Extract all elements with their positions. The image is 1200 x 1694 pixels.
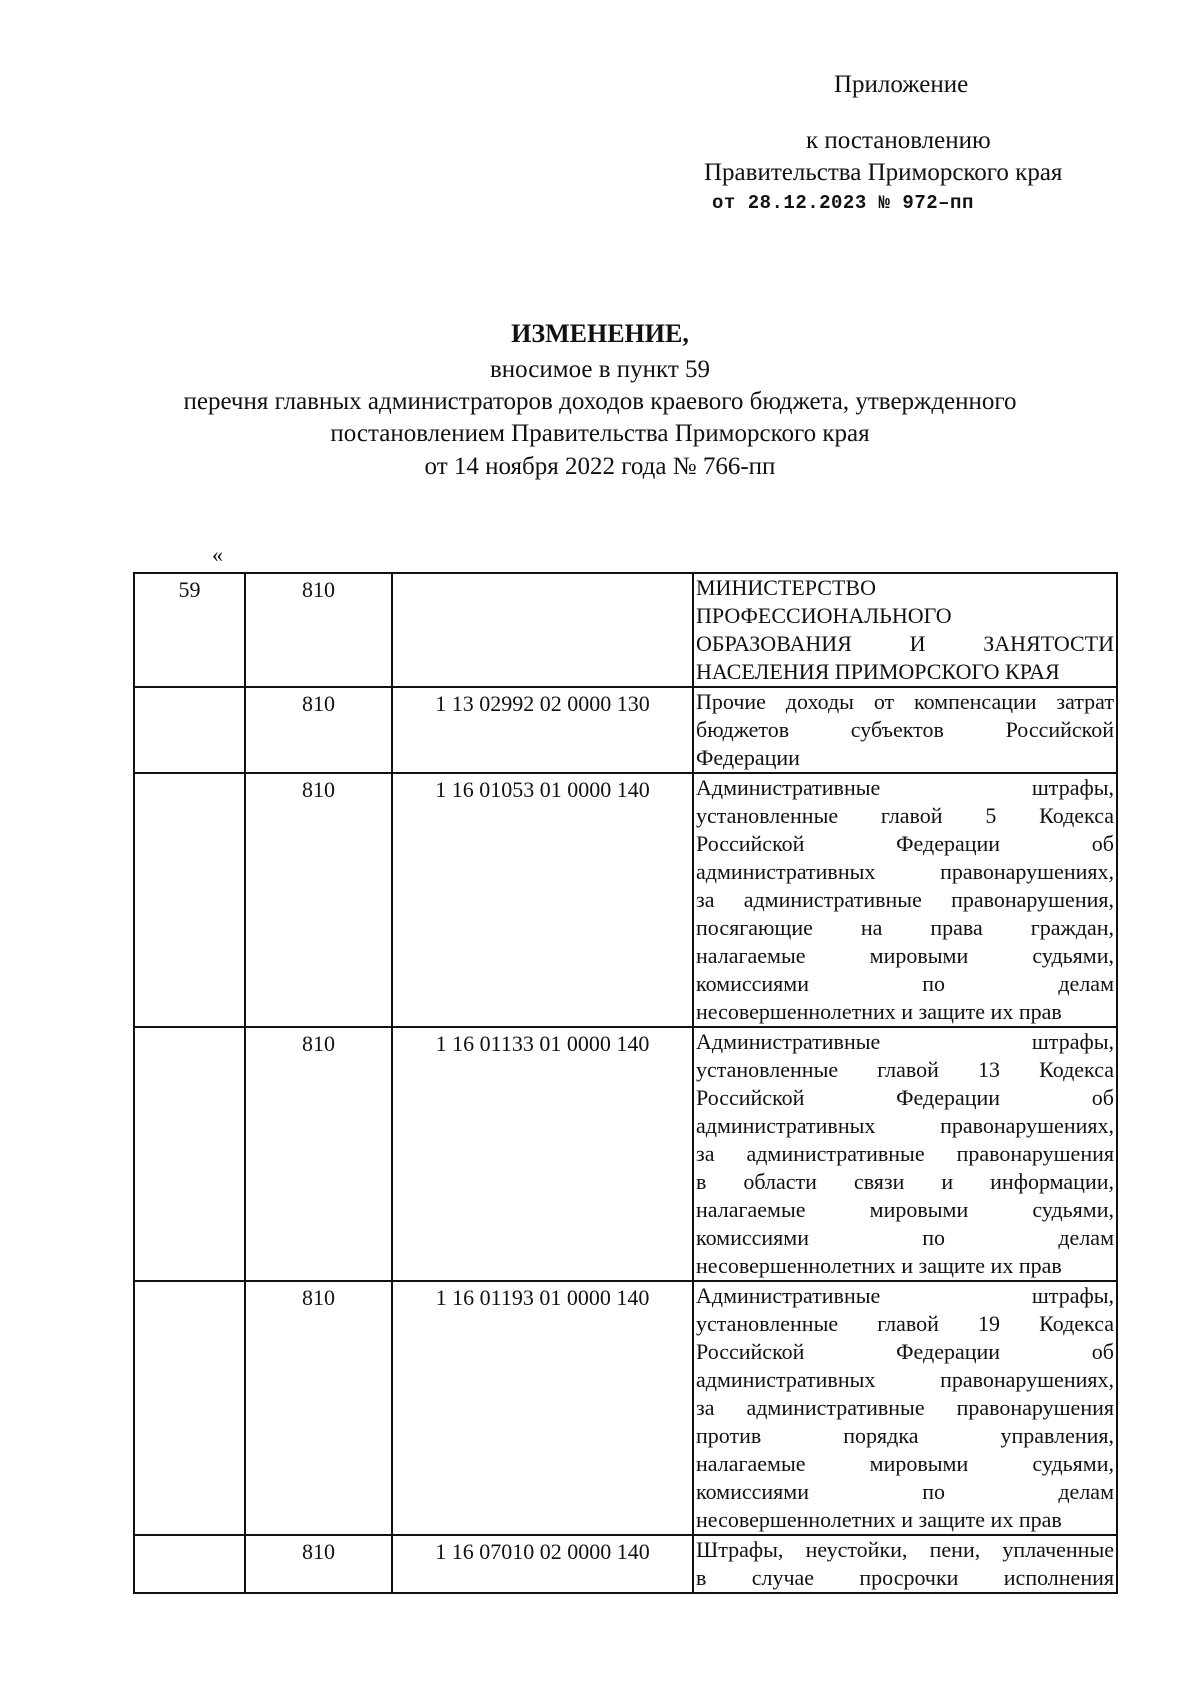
revenue-code-cell-text: 1 16 07010 02 0000 140	[435, 1539, 650, 1564]
appendix-ref-line1: к постановлению	[806, 127, 991, 154]
revenue-code-cell	[392, 687, 693, 773]
row-number-cell	[134, 773, 245, 1027]
row-number-cell-text	[135, 774, 244, 776]
admin-code-cell-text: 810	[302, 691, 335, 716]
revenue-code-cell-text: 1 16 01053 01 0000 140	[435, 777, 650, 802]
description-line: МИНИСТЕРСТВО	[696, 575, 876, 600]
description-cell	[693, 1281, 1117, 1535]
row-number-cell-text: 59	[178, 577, 201, 602]
description-line: установленные главой 5 Кодекса	[696, 803, 1114, 828]
admin-code-cell	[245, 773, 392, 1027]
description-line: бюджетов субъектов Российской	[696, 717, 1114, 742]
appendix-ref-date-number: от 28.12.2023 № 972–пп	[712, 192, 974, 214]
table-row	[134, 1535, 1117, 1593]
table-row	[134, 1281, 1117, 1535]
revenue-code-cell	[392, 1281, 693, 1535]
admin-code-cell-text: 810	[302, 1285, 335, 1310]
description-line: Административные штрафы,	[696, 775, 1114, 800]
description-cell	[693, 573, 1117, 687]
document-subtitle-line4: от 14 ноября 2022 года № 766-пп	[424, 453, 776, 480]
description-line: Российской Федерации об	[696, 1339, 1114, 1364]
description-line: ОБРАЗОВАНИЯ И ЗАНЯТОСТИ	[696, 631, 1114, 656]
revenue-code-cell-text: 1 16 01193 01 0000 140	[435, 1285, 650, 1310]
table-row	[134, 573, 1117, 687]
description-line: за административные правонарушения,	[696, 887, 1114, 912]
revenue-code-cell-text	[393, 574, 692, 576]
row-number-cell-text	[135, 688, 244, 690]
revenue-code-cell	[392, 1535, 693, 1593]
description-line: в области связи и информации,	[696, 1169, 1114, 1194]
document-subtitle-line2: перечня главных администраторов доходов краевого бюджета, утвержденного	[183, 388, 1017, 415]
row-number-cell-text	[135, 1536, 244, 1538]
description-line: за административные правонарушения	[696, 1141, 1114, 1166]
description-line: Административные штрафы,	[696, 1029, 1114, 1054]
description-cell	[693, 1535, 1117, 1593]
revenue-code-cell-text: 1 13 02992 02 0000 130	[435, 691, 650, 716]
description-line: налагаемые мировыми судьями,	[696, 943, 1114, 968]
revenue-code-cell	[392, 1027, 693, 1281]
table-body	[134, 573, 1117, 1593]
description-line: Прочие доходы от компенсации затрат	[696, 689, 1114, 714]
admin-code-cell-text: 810	[302, 1031, 335, 1056]
description-line: НАСЕЛЕНИЯ ПРИМОРСКОГО КРАЯ	[696, 659, 1060, 684]
description-line: налагаемые мировыми судьями,	[696, 1197, 1114, 1222]
table-row	[134, 1027, 1117, 1281]
row-number-cell-text	[135, 1282, 244, 1284]
description-line: административных правонарушениях,	[696, 859, 1114, 884]
admin-code-cell	[245, 687, 392, 773]
description-line: против порядка управления,	[696, 1423, 1114, 1448]
description-line: комиссиями по делам	[696, 1479, 1114, 1504]
revenue-administrators-table	[133, 572, 1118, 1594]
admin-code-cell	[245, 1281, 392, 1535]
admin-code-cell	[245, 1535, 392, 1593]
document-subtitle-line1: вносимое в пункт 59	[489, 356, 711, 383]
description-line: несовершеннолетних и защите их прав	[696, 999, 1062, 1024]
table-row	[134, 773, 1117, 1027]
description-line: посягающие на права граждан,	[696, 915, 1114, 940]
description-line: Российской Федерации об	[696, 1085, 1114, 1110]
description-cell	[693, 1027, 1117, 1281]
appendix-title: Приложение	[834, 71, 969, 98]
admin-code-cell-text: 810	[302, 1539, 335, 1564]
appendix-ref-line2: Правительства Приморского края	[704, 159, 1063, 186]
revenue-code-cell-text: 1 16 01133 01 0000 140	[435, 1031, 650, 1056]
description-line: комиссиями по делам	[696, 1225, 1114, 1250]
description-line: Российской Федерации об	[696, 831, 1114, 856]
admin-code-cell	[245, 573, 392, 687]
description-line: несовершеннолетних и защите их прав	[696, 1507, 1062, 1532]
description-line: Федерации	[696, 745, 800, 770]
row-number-cell-text	[135, 1028, 244, 1030]
description-line: установленные главой 19 Кодекса	[696, 1311, 1114, 1336]
row-number-cell	[134, 687, 245, 773]
table-row	[134, 687, 1117, 773]
admin-code-cell-text: 810	[302, 577, 335, 602]
row-number-cell	[134, 1027, 245, 1281]
description-cell	[693, 773, 1117, 1027]
description-line: комиссиями по делам	[696, 971, 1114, 996]
description-line: Административные штрафы,	[696, 1283, 1114, 1308]
admin-code-cell	[245, 1027, 392, 1281]
description-line: административных правонарушениях,	[696, 1367, 1114, 1392]
row-number-cell	[134, 573, 245, 687]
description-line: ПРОФЕССИОНАЛЬНОГО	[696, 603, 952, 628]
description-line: в случае просрочки исполнения	[696, 1565, 1114, 1590]
row-number-cell	[134, 1535, 245, 1593]
description-line: административных правонарушениях,	[696, 1113, 1114, 1138]
admin-code-cell-text: 810	[302, 777, 335, 802]
revenue-code-cell	[392, 773, 693, 1027]
document-subtitle-line3: постановлением Правительства Приморского края	[330, 420, 870, 447]
row-number-cell	[134, 1281, 245, 1535]
description-line: несовершеннолетних и защите их прав	[696, 1253, 1062, 1278]
description-line: установленные главой 13 Кодекса	[696, 1057, 1114, 1082]
description-line: налагаемые мировыми судьями,	[696, 1451, 1114, 1476]
document-title: ИЗМЕНЕНИЕ,	[511, 319, 689, 348]
description-line: Штрафы, неустойки, пени, уплаченные	[696, 1537, 1114, 1562]
description-cell	[693, 687, 1117, 773]
revenue-code-cell	[392, 573, 693, 687]
description-line: за административные правонарушения	[696, 1395, 1114, 1420]
opening-quote-mark: «	[212, 542, 223, 567]
